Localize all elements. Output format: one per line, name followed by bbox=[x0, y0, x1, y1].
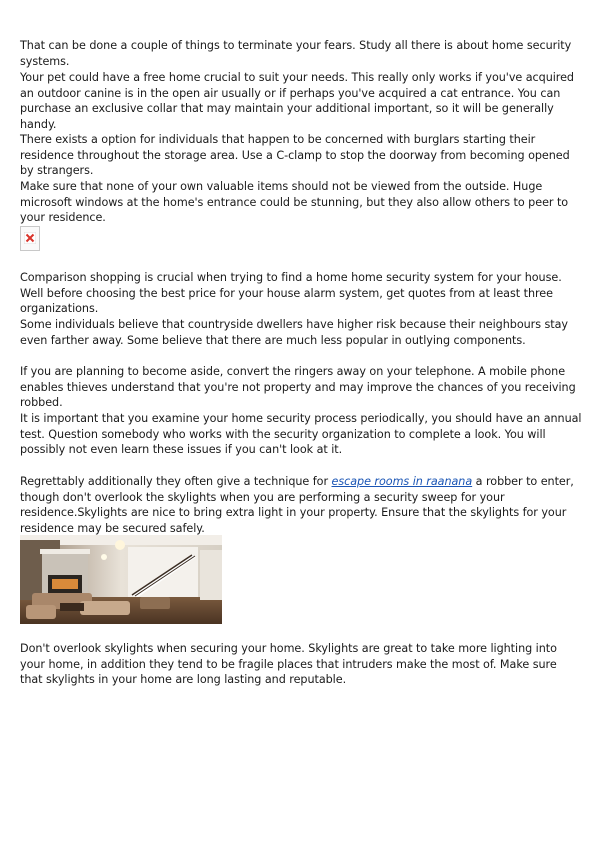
paragraph-3: There exists a option for individuals that happen to be concerned with burglars starting their residence throughout the storage area. Use a C-clamp to stop the doorway from becoming opened by strangers. bbox=[20, 133, 570, 178]
paragraph-4: Make sure that none of your own valuable items should not be viewed from the outside. Huge microsoft windows at the home's entrance could be stunning, but they also allow others to peer to your residence. bbox=[20, 180, 569, 225]
living-room-photo bbox=[20, 535, 222, 624]
paragraph-2: Your pet could have a free home crucial to suit your needs. This really only works if you've acquired an outdoor canine is in the open air usually or if perhaps you've acquired a cat entrance. You can purchase an exclusive collar that may maintain your additional important, so it will be generally handy. bbox=[20, 71, 574, 131]
escape-rooms-link[interactable]: escape rooms in raanana bbox=[331, 475, 473, 488]
paragraph-8: It is important that you examine your home security process periodically, you should have an annual test. Question somebody who works with the security organization to complete a look. You will possibly not even learn these issues if you can't look at it. bbox=[20, 412, 582, 457]
broken-image-icon bbox=[20, 226, 40, 251]
paragraph-6: Some individuals believe that countryside dwellers have higher risk because their neighbours stay even farther away. Some believe that there are much less popular in outlying components. bbox=[20, 318, 568, 347]
paragraph-10: Don't overlook skylights when securing your home. Skylights are great to take more lighting into your home, in addition they tend to be fragile places that intruders make the most of. Make sure that skylights in your home are long lasting and reputable. bbox=[20, 642, 557, 687]
paragraph-1: That can be done a couple of things to terminate your fears. Study all there is about home security systems. bbox=[20, 39, 572, 68]
paragraph-9 bbox=[20, 474, 582, 536]
paragraph-5: Comparison shopping is crucial when trying to find a home home security system for your house. Well before choosing the best price for your house alarm system, get quotes from at least three organizations. bbox=[20, 271, 562, 316]
paragraph-7: If you are planning to become aside, convert the ringers away on your telephone. A mobile phone enables thieves understand that you're not property and may improve the chances of you receiving robbed. bbox=[20, 365, 576, 410]
paragraph-9-before-link: Regrettably additionally they often give a technique for bbox=[20, 475, 332, 488]
paragraph-9-after-link: a robber to enter, though don't overlook the skylights when you are performing a security sweep for your residence.Skylights are nice to bring extra light in your property. Ensure that the skylights for your residence may be secured safely. bbox=[20, 475, 574, 535]
